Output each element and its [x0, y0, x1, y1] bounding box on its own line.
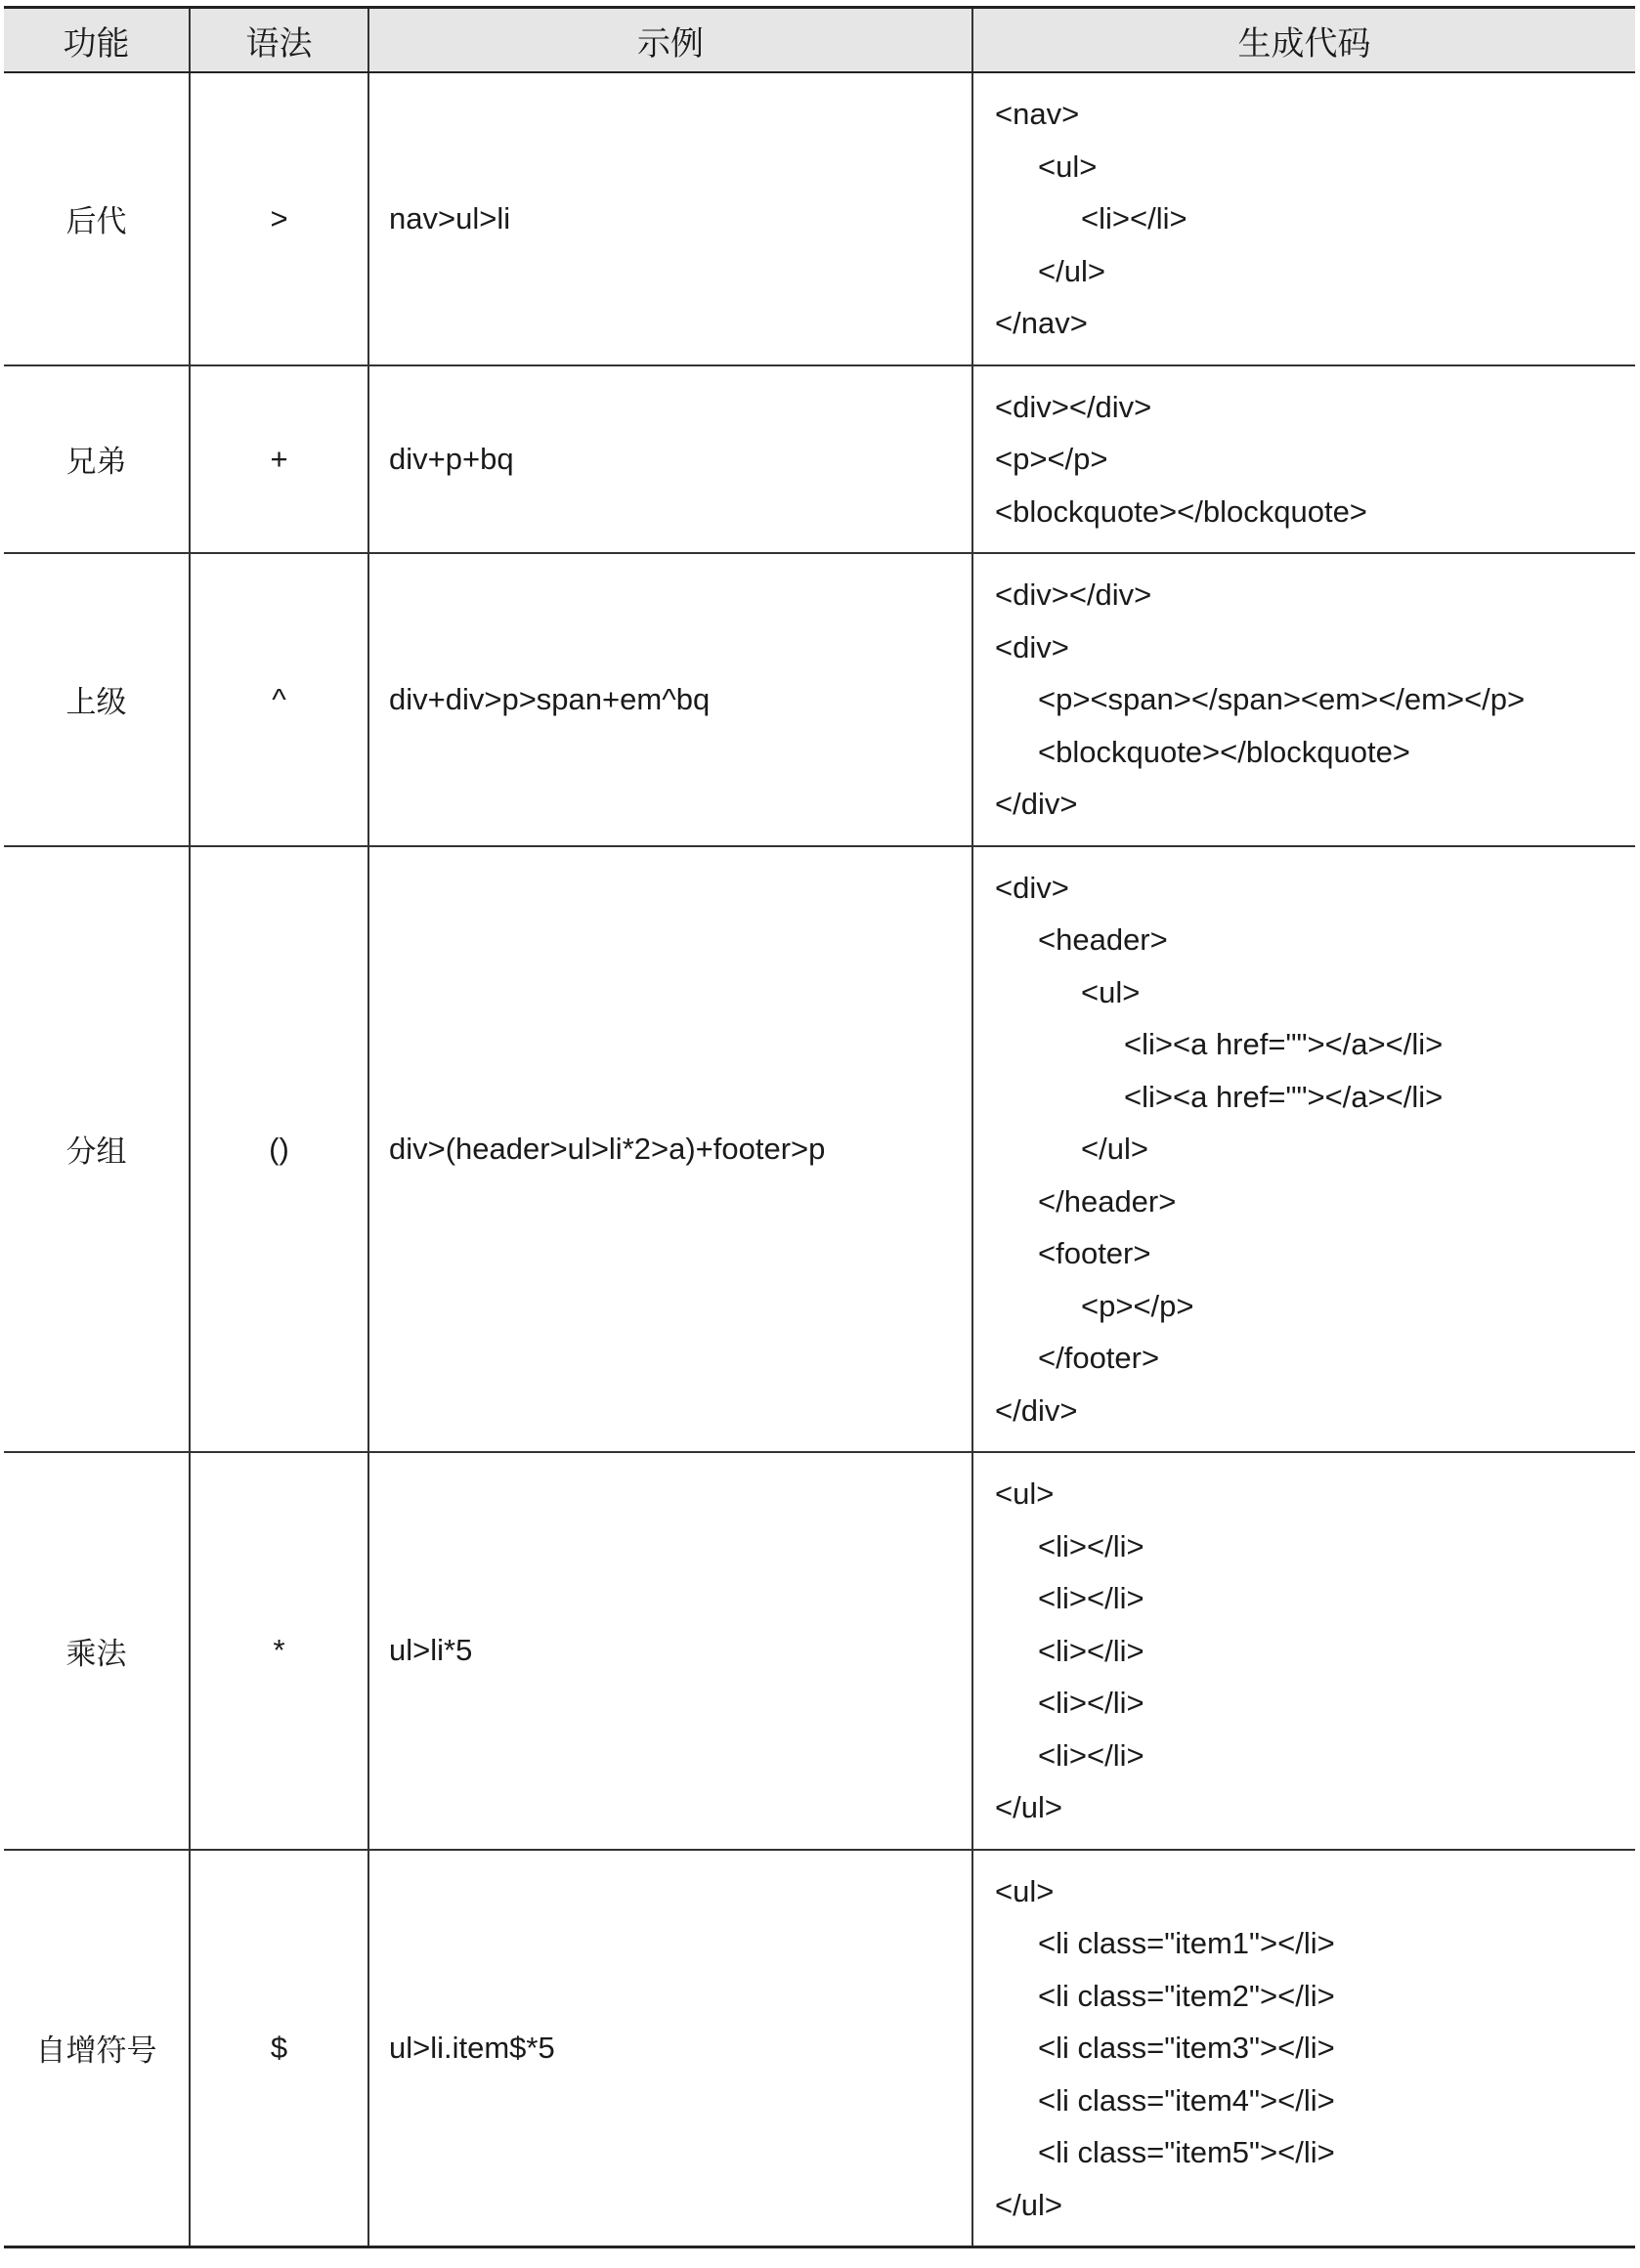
code-line: <p><span></span><em></em></p> [1038, 682, 1526, 716]
code-line: <li class="item5"></li> [1038, 2135, 1335, 2169]
generated-code-cell [972, 365, 1635, 554]
table-row [4, 72, 1635, 365]
code-line: <li></li> [1038, 1737, 1144, 1773]
table-row [4, 1850, 1635, 2247]
emmet-syntax-table [4, 6, 1635, 2248]
table-row [4, 1452, 1635, 1850]
example-cell: div+p+bq [368, 365, 972, 554]
code-line: <footer> [1038, 1236, 1151, 1270]
code-line: <li class="item1"></li> [1038, 1926, 1335, 1960]
code-line: <p></p> [995, 442, 1108, 476]
syntax-cell: * [190, 1452, 368, 1850]
code-line: <ul> [995, 1476, 1055, 1511]
table-row [4, 553, 1635, 846]
function-cell: 分组 [4, 846, 190, 1453]
code-line: </nav> [995, 306, 1088, 340]
syntax-cell: ^ [190, 553, 368, 846]
code-line: <nav> [995, 97, 1080, 131]
syntax-cell: $ [190, 1850, 368, 2247]
code-line: <ul> [1081, 974, 1141, 1009]
code-line: </footer> [1038, 1341, 1160, 1375]
code-line: <blockquote></blockquote> [995, 493, 1367, 529]
example-cell: nav>ul>li [368, 72, 972, 365]
code-line: <li></li> [1038, 1528, 1144, 1563]
function-cell: 上级 [4, 553, 190, 846]
emmet-syntax-table-sheet [4, 6, 1635, 2248]
code-line: <div> [995, 629, 1069, 664]
code-line: <ul> [995, 1873, 1055, 1908]
table-row [4, 846, 1635, 1453]
code-line: <li class="item4"></li> [1038, 2082, 1335, 2118]
table-row [4, 365, 1635, 554]
code-line: </ul> [995, 1790, 1062, 1824]
code-line: <li></li> [1081, 201, 1187, 235]
generated-code-cell [972, 846, 1635, 1453]
code-line: <li class="item2"></li> [1038, 1978, 1335, 2013]
example-cell: div>(header>ul>li*2>a)+footer>p [368, 846, 972, 1453]
generated-code-cell [972, 553, 1635, 846]
generated-code-cell [972, 1452, 1635, 1850]
example-cell: ul>li*5 [368, 1452, 972, 1850]
code-line: </div> [995, 787, 1078, 821]
header-function: 功能 [4, 8, 190, 73]
code-line: <header> [1038, 922, 1168, 957]
code-line: <ul> [1038, 149, 1098, 184]
code-line: <blockquote></blockquote> [1038, 734, 1410, 769]
code-line: <li></li> [1038, 1633, 1144, 1668]
code-line: </header> [1038, 1183, 1177, 1219]
code-line: </ul> [1038, 253, 1105, 288]
code-line: <li></li> [1038, 1581, 1144, 1615]
code-line: </div> [995, 1392, 1078, 1428]
code-line: <li><a href=""></a></li> [1124, 1079, 1444, 1114]
function-cell: 兄弟 [4, 365, 190, 554]
function-cell: 自增符号 [4, 1850, 190, 2247]
function-cell: 乘法 [4, 1452, 190, 1850]
syntax-cell: () [190, 846, 368, 1453]
code-line: <div> [995, 870, 1069, 905]
table-body [4, 72, 1635, 2247]
header-example: 示例 [368, 8, 972, 73]
example-cell: ul>li.item$*5 [368, 1850, 972, 2247]
code-line: </ul> [1081, 1132, 1148, 1166]
code-line: </ul> [995, 2187, 1062, 2222]
code-line: <li><a href=""></a></li> [1124, 1027, 1444, 1061]
header-syntax: 语法 [190, 8, 368, 73]
code-line: <p></p> [1081, 1288, 1194, 1323]
header-generated-code: 生成代码 [972, 8, 1635, 73]
syntax-cell: > [190, 72, 368, 365]
example-cell: div+div>p>span+em^bq [368, 553, 972, 846]
function-cell: 后代 [4, 72, 190, 365]
generated-code-cell [972, 72, 1635, 365]
code-line: <div></div> [995, 389, 1152, 424]
code-line: <li></li> [1038, 1686, 1144, 1720]
code-line: <li class="item3"></li> [1038, 2031, 1335, 2065]
generated-code-cell [972, 1850, 1635, 2247]
syntax-cell: + [190, 365, 368, 554]
code-line: <div></div> [995, 578, 1152, 612]
header-row [4, 8, 1635, 73]
